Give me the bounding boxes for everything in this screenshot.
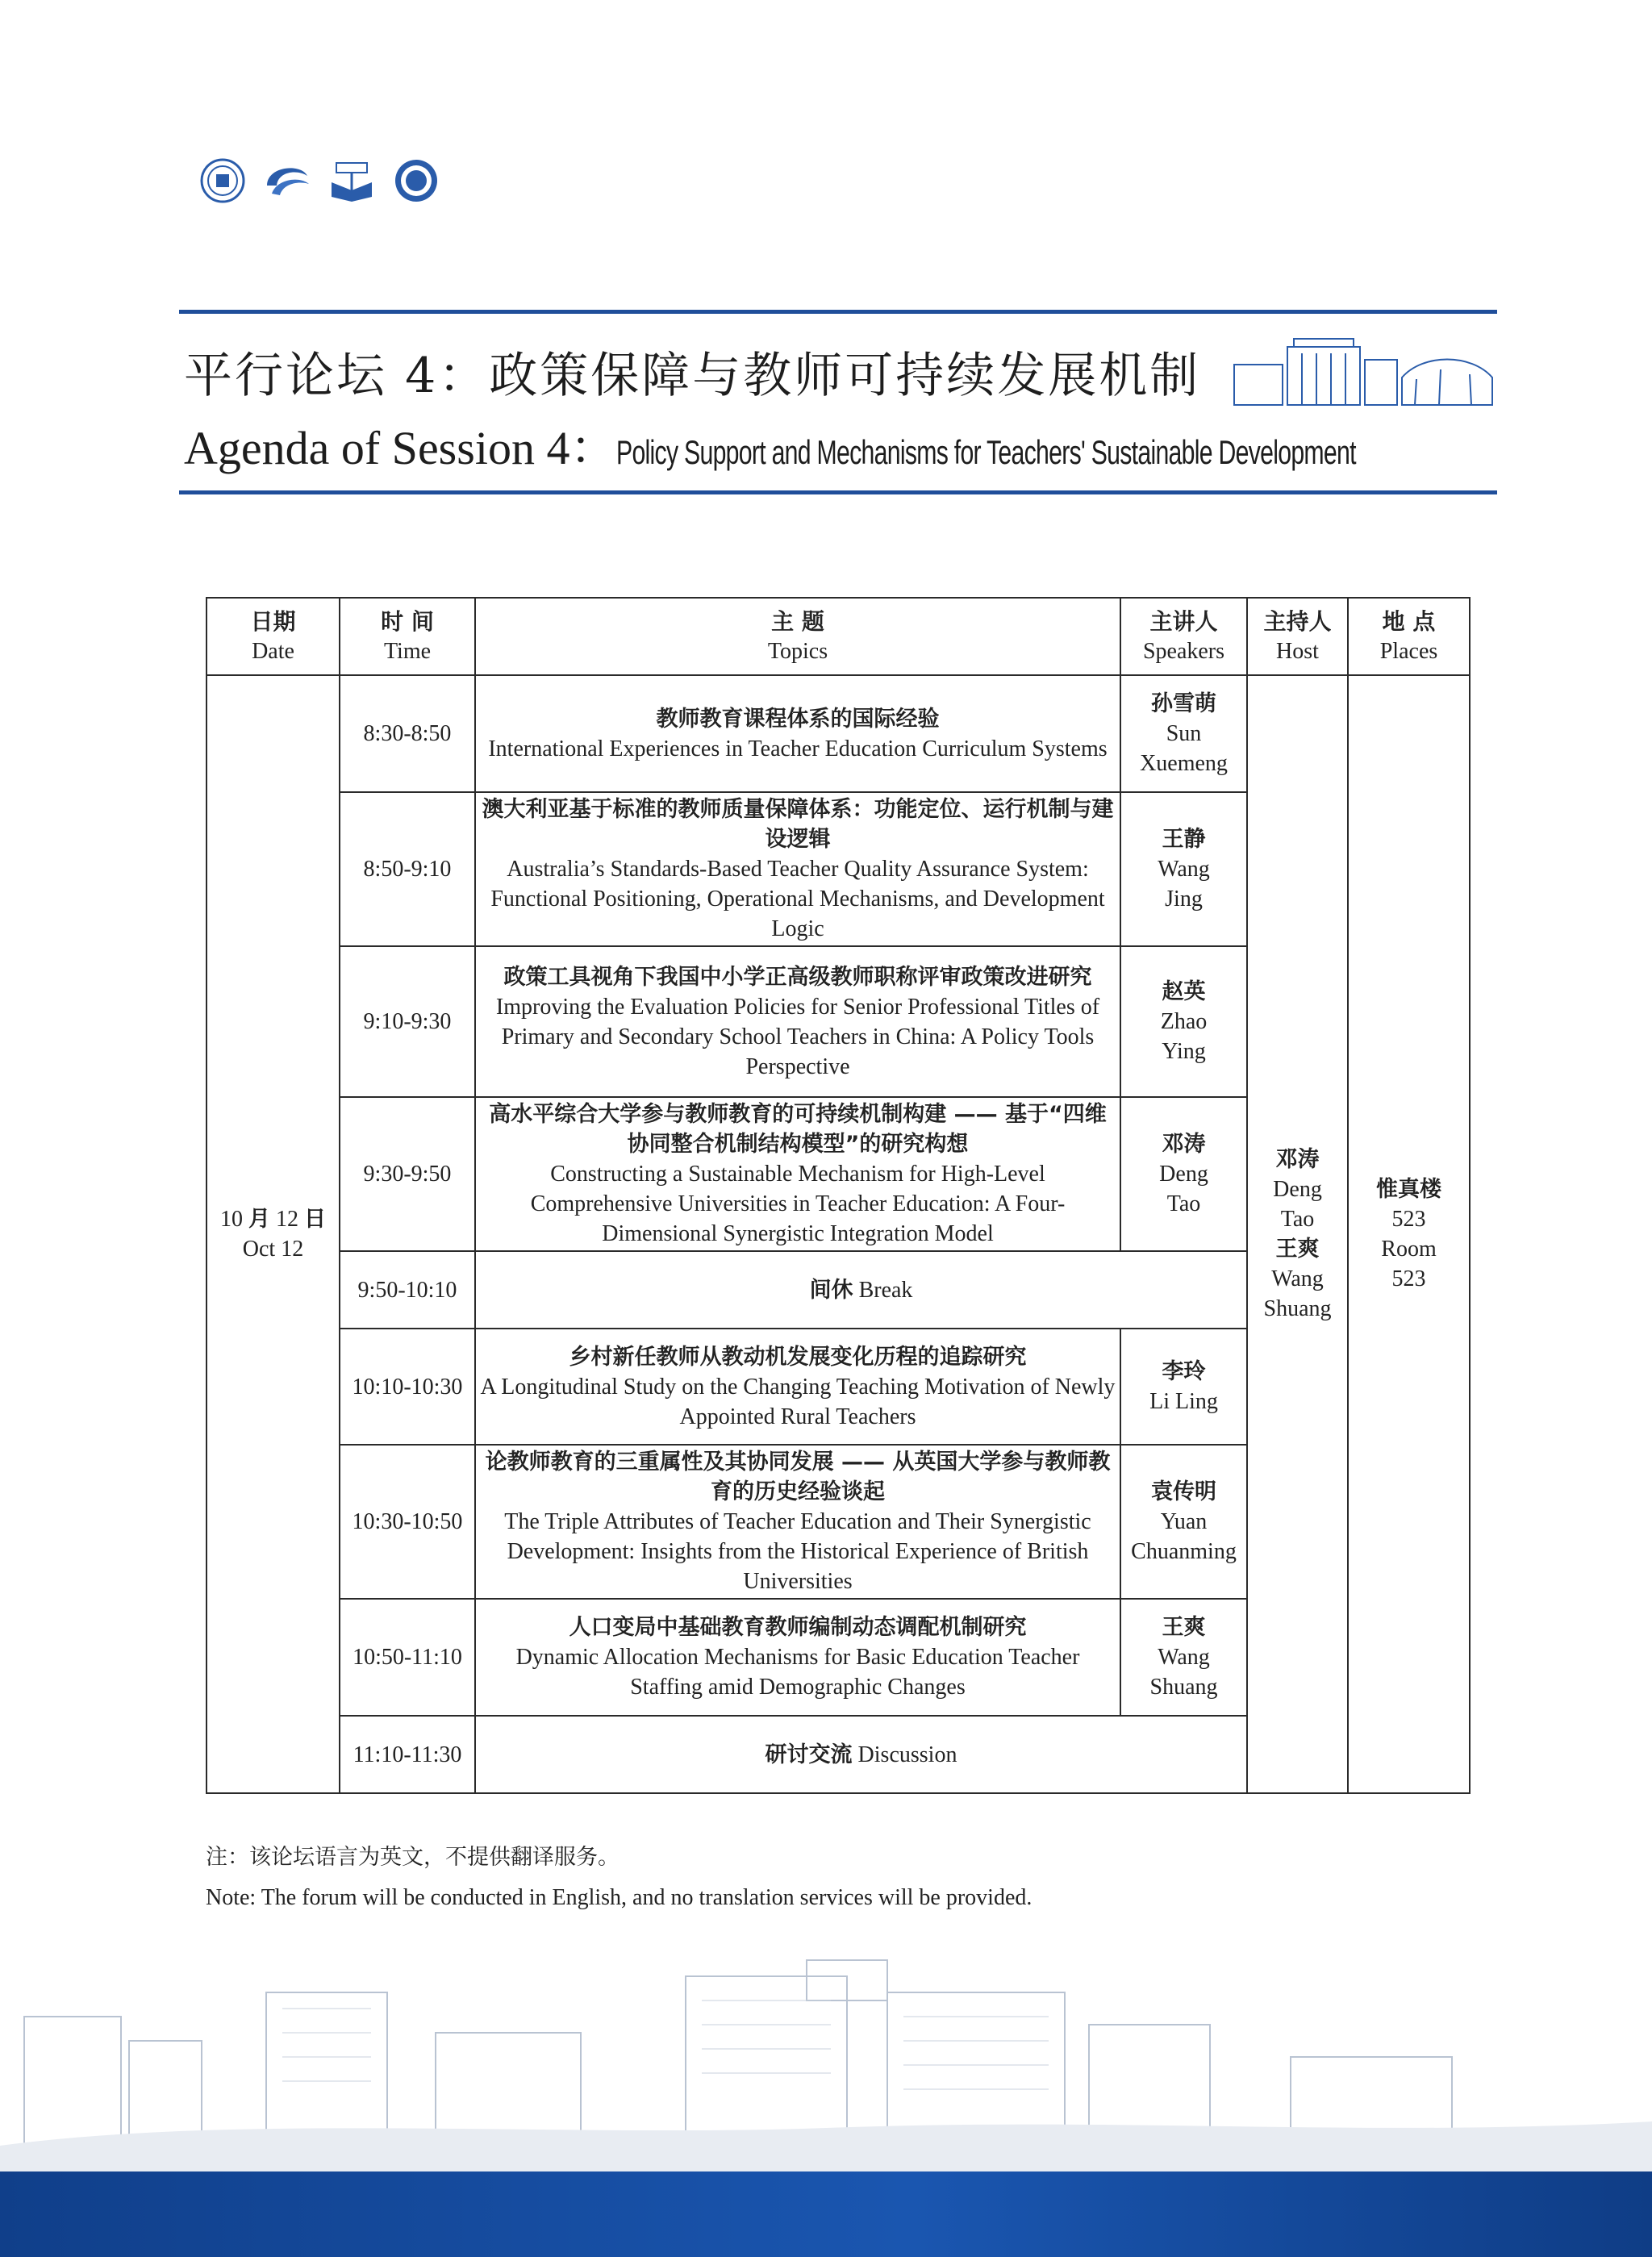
topic-cell: 乡村新任教师从教动机发展变化历程的追踪研究 A Longitudinal Study on the Changing Teaching Motivation of Newly Appointed Rural Teachers bbox=[475, 1329, 1120, 1445]
book-emblem-icon bbox=[325, 158, 378, 203]
time-cell: 10:10-10:30 bbox=[340, 1329, 475, 1445]
title-en-sub: Policy Support and Mechanisms for Teachers' Sustainable Development bbox=[616, 433, 1357, 471]
agenda-table bbox=[206, 597, 1471, 1794]
topic-cell: 人口变局中基础教育教师编制动态调配机制研究 Dynamic Allocation Mechanisms for Basic Education Teacher Staffing amid Demographic Changes bbox=[475, 1599, 1120, 1716]
date-cell: 10 月 12 日 Oct 12 bbox=[206, 675, 340, 1793]
topic-cell: 论教师教育的三重属性及其协同发展 —— 从英国大学参与教师教育的历史经验谈起 The Triple Attributes of Teacher Education and Their Synergistic Development: Insights from the Historical Experience of British Universities bbox=[475, 1445, 1120, 1599]
time-cell: 8:30-8:50 bbox=[340, 675, 475, 792]
note-en: Note: The forum will be conducted in English, and no translation services will be provided. bbox=[206, 1885, 1032, 1910]
table-row bbox=[206, 675, 1470, 792]
place-cell: 惟真楼 523 Room 523 bbox=[1348, 675, 1470, 1793]
header-top-rule bbox=[179, 310, 1497, 314]
notes bbox=[206, 1838, 1032, 1918]
speaker-cell: 袁传明 Yuan Chuanming bbox=[1120, 1445, 1247, 1599]
time-cell: 9:50-10:10 bbox=[340, 1251, 475, 1329]
campus-panorama-icon bbox=[0, 1944, 1652, 2171]
page-title-cn: 平行论坛 4：政策保障与教师可持续发展机制 bbox=[184, 348, 1201, 404]
break-cell: 间休 Break bbox=[475, 1251, 1247, 1329]
header-bottom-rule bbox=[179, 490, 1497, 494]
speaker-cell: 王爽 Wang Shuang bbox=[1120, 1599, 1247, 1716]
topic-cell: 政策工具视角下我国中小学正高级教师职称评审政策改进研究 Improving the Evaluation Policies for Senior Professional Titles of Primary and Secondary School Teachers in China: A Policy Tools Perspective bbox=[475, 946, 1120, 1097]
time-cell: 9:10-9:30 bbox=[340, 946, 475, 1097]
footer-band bbox=[0, 2171, 1652, 2257]
speaker-cell: 邓涛 Deng Tao bbox=[1120, 1097, 1247, 1251]
time-cell: 9:30-9:50 bbox=[340, 1097, 475, 1251]
speaker-cell: 王静 Wang Jing bbox=[1120, 792, 1247, 946]
speaker-cell: 孙雪萌 Sun Xuemeng bbox=[1120, 675, 1247, 792]
wave-logo-icon bbox=[261, 158, 314, 203]
round-seal-icon bbox=[390, 158, 443, 203]
header-speakers: 主讲人 Speakers bbox=[1120, 598, 1247, 675]
topic-cell: 澳大利亚基于标准的教师质量保障体系：功能定位、运行机制与建设逻辑 Australia’s Standards-Based Teacher Quality Assurance System: Functional Positioning, Operational Mechanisms, and Development Logic bbox=[475, 792, 1120, 946]
time-cell: 10:50-11:10 bbox=[340, 1599, 475, 1716]
page-title-en bbox=[184, 410, 1644, 478]
header-host: 主持人 Host bbox=[1247, 598, 1348, 675]
time-cell: 10:30-10:50 bbox=[340, 1445, 475, 1599]
discussion-cell: 研讨交流 Discussion bbox=[475, 1716, 1247, 1793]
note-cn: 注：该论坛语言为英文，不提供翻译服务。 bbox=[206, 1845, 620, 1870]
topic-cell: 教师教育课程体系的国际经验 International Experiences in Teacher Education Curriculum Systems bbox=[475, 675, 1120, 792]
host-cell: 邓涛 Deng Tao 王爽 Wang Shuang bbox=[1247, 675, 1348, 1793]
speaker-cell: 赵英 Zhao Ying bbox=[1120, 946, 1247, 1097]
topic-cell: 高水平综合大学参与教师教育的可持续机制构建 —— 基于“四维协同整合机制结构模型”的研究构想 Constructing a Sustainable Mechanism for High-Level Comprehensive Universities in Teacher Education: A Four-Dimensional Synergistic Integration Model bbox=[475, 1097, 1120, 1251]
time-cell: 11:10-11:30 bbox=[340, 1716, 475, 1793]
university-seal-icon bbox=[196, 158, 249, 203]
logo-row bbox=[196, 158, 443, 203]
header-topics: 主 题 Topics bbox=[475, 598, 1120, 675]
header-time: 时 间 Time bbox=[340, 598, 475, 675]
title-en-main: Agenda of Session 4： bbox=[184, 422, 617, 474]
campus-building-icon bbox=[1229, 337, 1497, 408]
header-date: 日期 Date bbox=[206, 598, 340, 675]
time-cell: 8:50-9:10 bbox=[340, 792, 475, 946]
header-places: 地 点 Places bbox=[1348, 598, 1470, 675]
speaker-cell: 李玲 Li Ling bbox=[1120, 1329, 1247, 1445]
table-header-row bbox=[206, 598, 1470, 675]
